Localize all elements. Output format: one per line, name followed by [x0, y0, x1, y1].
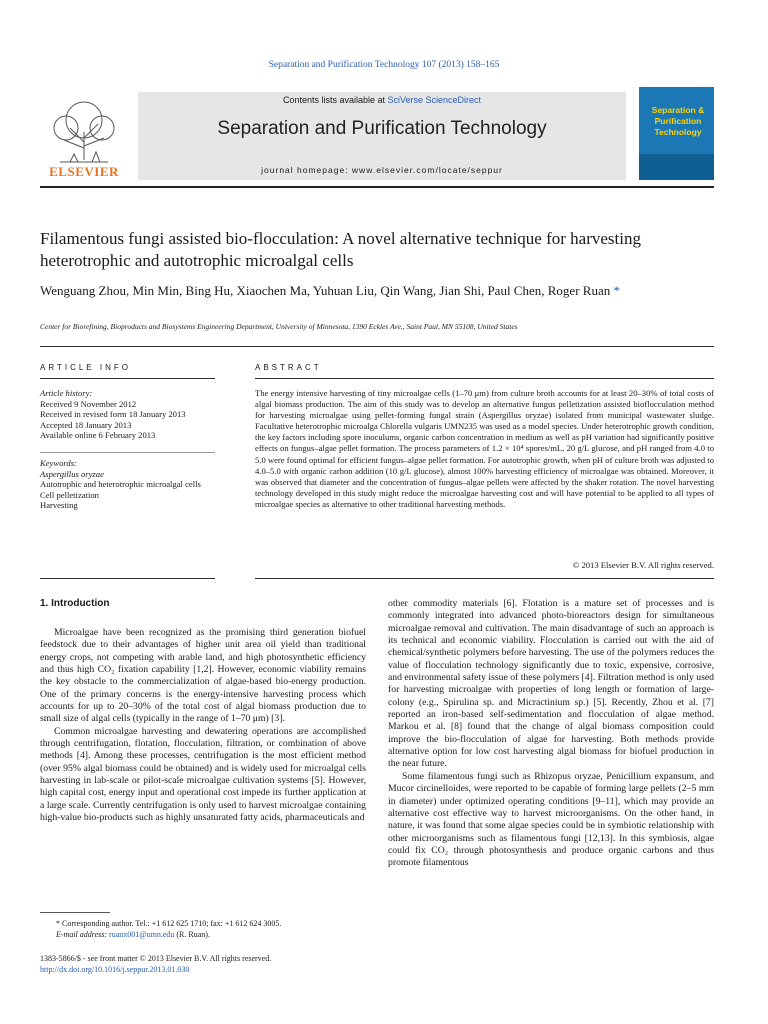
paragraph: Common microalgae harvesting and dewatering operations are accomplished through centrifugation, flotation, flocculation, filtration, or combination of above methods [4]. Among these processes, centrifugation is the most efficient method (over 95% algal biomass could be obtained) and is widely used for microalgal cells harvesting in lab-scale or pilot-scale microalgae cultivation systems [5]. However, high capital cost, energy input and operational cost impede its further application at a large scale. Currently centrifugation is only used to harvest microalgae containing high-value bio-products such as highly unsaturated fatty acids, pharmaceuticals and [40, 725, 366, 824]
body-column-left [40, 627, 366, 825]
contents-prefix: Contents lists available at [282, 95, 388, 105]
divider [40, 378, 215, 379]
keywords-label: Keywords: [40, 458, 77, 468]
keywords [40, 458, 215, 511]
history-item: Available online 6 February 2013 [40, 430, 156, 440]
article-history [40, 388, 215, 441]
affiliation: Center for Biorefining, Bioproducts and Biosystems Engineering Department, University of Minnesota, 1390 Eckles Ave., Saint Paul, MN 55108, United States [40, 322, 518, 331]
article-title: Filamentous fungi assisted bio-flocculation: A novel alternative technique for harvesting heterotrophic and autotrophic microalgal cells [40, 229, 641, 270]
keyword: Aspergillus oryzae [40, 468, 104, 479]
email-link[interactable]: ruanx001@umn.edu [109, 930, 175, 939]
email-suffix: (R. Ruan). [176, 930, 210, 939]
corresponding-mark[interactable]: * [613, 283, 620, 298]
body-column-right [388, 598, 714, 870]
abstract-copyright: © 2013 Elsevier B.V. All rights reserved. [572, 560, 714, 570]
issn-line: 1383-5866/$ - see front matter © 2013 Elsevier B.V. All rights reserved. [40, 954, 272, 963]
authors: Wenguang Zhou, Min Min, Bing Hu, Xiaochen Ma, Yuhuan Liu, Qin Wang, Jian Shi, Paul Chen, Roger Ruan [40, 283, 611, 298]
keyword: Harvesting [40, 500, 78, 510]
divider [40, 578, 215, 579]
author-list [40, 282, 680, 299]
cover-title: Separation & Purification Technology [651, 105, 705, 137]
paragraph: Microalgae have been recognized as the promising third generation biofuel feedstock due to their advantages of higher unit area oil yield than traditional energy crops, not competing with arable land, and high photosynthetic efficiency and thus high CO₂ fixation capability [1,2]. However, economic viability remains the key obstacle to the commercialization of algae-based bio-energy production. One of the primary concerns is the energy-intensive harvesting process which accounts for up to 20–30% of the total cost of algal biomass production due to small size of algal cells (typically in the range of 1–70 μm) [3]. [40, 627, 366, 725]
doi-link[interactable]: http://dx.doi.org/10.1016/j.seppur.2013.01.030 [40, 965, 190, 974]
email-label: E-mail address: [56, 930, 108, 939]
divider [40, 452, 215, 453]
section-heading-introduction: 1. Introduction [40, 598, 110, 609]
email-line [40, 929, 370, 940]
history-item: Received 9 November 2012 [40, 398, 137, 409]
keyword: Autotrophic and heterotrophic microalgal cells [40, 479, 201, 489]
divider [40, 346, 714, 347]
sciencedirect-link[interactable]: SciVerse ScienceDirect [387, 95, 482, 105]
footnote-rule [40, 912, 110, 913]
history-item: Accepted 18 January 2013 [40, 419, 132, 430]
contents-line [138, 95, 626, 105]
journal-cover-image [639, 87, 714, 180]
divider [255, 378, 714, 379]
article-info-heading: ARTICLE INFO [40, 363, 131, 372]
paragraph: other commodity materials [6]. Flotation is a mature set of processes and is commonly integrated into advanced photo-bioreactors design for simultaneous microalgae removal and cultivation. The main disadvantage of such an approach is its technical and economic viability. Flocculation is carried out with the aid of chemical/synthetic polymers before harvesting. The use of the polymers reduces the value of flocculation technology significantly due to toxic, expensive, corrosive, and environmental safety issue of these polymers [4]. Filtration method is only used for harvesting microalgae with properties of long length or formation of large-colony (e.g., Spirulina sp. and Micractinium sp.) [5]. Recently, Zhou et al. [7] reported an iron-based self-sedimentation and flocculation of algae method. Markou et al. [8] found that the change of algal biomass composition could improve the bio-flocculation of algae for harvesting. Both methods provide alternative option for low cost harvesting algal biomass for biofuel production in the near future. [388, 598, 714, 770]
keyword: Cell pelletization [40, 489, 99, 500]
history-label: Article history: [40, 388, 93, 398]
divider [255, 578, 714, 579]
history-item: Received in revised form 18 January 2013 [40, 409, 186, 419]
journal-homepage[interactable]: journal homepage: www.elsevier.com/locate/seppur [261, 165, 503, 175]
journal-title: Separation and Purification Technology [217, 118, 547, 139]
page-footer [40, 953, 370, 975]
abstract-text: The energy intensive harvesting of tiny microalgae cells (1–70 μm) from culture broth accounts for at least 20–30% of total costs of algal biomass production. The aim of this study was to develop an alternative fungus pelletization assisted bioflocculation method for harvesting microalgae using pellet-forming fungal strain (Aspergillus oryzae) isolated from municipal wastewater sludge. Facultative heterotrophic microalga Chlorella vulgaris UMN235 was used as a model species. Under heterotrophic growth condition, the key factors including spore inoculums, organic carbon concentration in medium as well as pH variation had significantly positive effects on fungus–algae pellet formation. The process parameters of 1.2 × 10⁴ spores/mL, 20 g/L glucose, and pH ranged from 4.0 to 5.0 were found optimal for efficient fungus–algae pellet formation. For autotrophic growth, when pH of culture broth was adjusted to 4.0–5.0 with organic carbon addition (10 g/L glucose), almost 100% harvesting efficiency of microalgae was obtained. Moreover, it was observed that diameter and the concentration of fungus–algae pellets were affected by the shaker rotation. The novel harvesting technology developed in this study might reduce the microalgae harvesting cost and will have potential to be applied to all types of microalgae species as alternative to other traditional harvesting methods. [255, 388, 714, 509]
paragraph: Some filamentous fungi such as Rhizopus oryzae, Penicillium expansum, and Mucor circinelloides, were reported to be capable of forming large pellets (2–5 mm in diameter) under optimized operating conditions [9–11], which may provide an alternative cost effective way to harvest microorganisms. On the other hand, in nature, it was found that some algae species could be in symbiotic relationship with other microorganisms such as filamentous fungi [12,13]. In this symbiosis, algae could fix CO₂ through photosynthesis and produce organic carbons and thus promote filamentous [388, 770, 714, 869]
header-divider [40, 186, 714, 188]
footnote [40, 918, 370, 940]
abstract-heading: ABSTRACT [255, 363, 322, 372]
cover-stripe [639, 154, 714, 180]
journal-citation[interactable]: Separation and Purification Technology 107 (2013) 158–165 [268, 60, 500, 70]
publisher-name: ELSEVIER [49, 164, 119, 179]
corresponding-author-note: * Corresponding author. Tel.: +1 612 625 1710; fax: +1 612 624 3005. [56, 919, 282, 928]
